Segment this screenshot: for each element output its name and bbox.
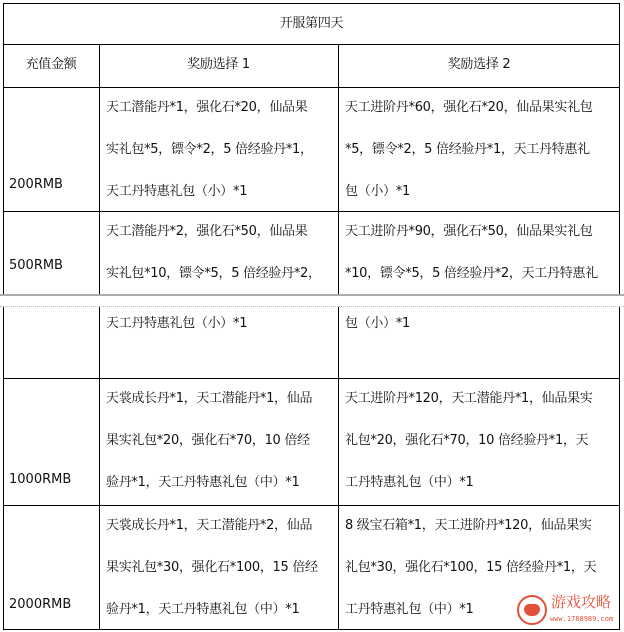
- amount-cell: 2000RMB: [9, 597, 72, 612]
- amount-cell: 1000RMB: [9, 472, 72, 487]
- reward-line: 实礼包*5，镖令*2，5 倍经验丹*1，: [106, 142, 313, 157]
- header-amount: 充值金额: [25, 57, 77, 72]
- reward-line: 天工丹特惠礼包（小）*1: [106, 316, 248, 331]
- reward-line: *5，镖令*2，5 倍经验丹*1，天工丹特惠礼: [345, 142, 590, 157]
- header-reward-1: 奖励选择 1: [187, 57, 250, 72]
- reward-line: 果实礼包*20，强化石*70，10 倍经: [106, 433, 310, 448]
- reward-line: 果实礼包*30，强化石*100，15 倍经: [106, 560, 318, 575]
- watermark: [516, 593, 618, 627]
- amount-cell: 500RMB: [9, 258, 63, 273]
- reward-line: 8 级宝石箱*1，天工进阶丹*120，仙品果实: [345, 518, 592, 533]
- reward-line: 包（小）*1: [345, 184, 410, 199]
- reward-line: 实礼包*10，镖令*5，5 倍经验丹*2，: [106, 266, 321, 281]
- reward-line: 天裳成长丹*1，天工潜能丹*1，仙品: [106, 391, 313, 406]
- reward-line: 天工进阶丹*120，天工潜能丹*1，仙品果实: [345, 391, 593, 406]
- reward-line: 验丹*1，天工丹特惠礼包（中）*1: [106, 602, 300, 617]
- reward-line: *10，镖令*5，5 倍经验丹*2，天工丹特惠礼: [345, 266, 598, 281]
- reward-line: 包（小）*1: [345, 316, 410, 331]
- amount-cell: 200RMB: [9, 177, 63, 192]
- reward-line: 验丹*1，天工丹特惠礼包（中）*1: [106, 475, 300, 490]
- reward-line: 天工进阶丹*60，强化石*20，仙品果实礼包: [345, 100, 593, 115]
- reward-line: 工丹特惠礼包（中）*1: [345, 602, 474, 617]
- table-title: 开服第四天: [279, 16, 344, 31]
- reward-line: 天裳成长丹*1，天工潜能丹*2，仙品: [106, 518, 313, 533]
- reward-line: 工丹特惠礼包（中）*1: [345, 475, 474, 490]
- table-border: [3, 3, 4, 630]
- header-reward-2: 奖励选择 2: [447, 57, 511, 72]
- page-break: [0, 294, 624, 307]
- reward-line: 天工丹特惠礼包（小）*1: [106, 184, 248, 199]
- table-border: [619, 3, 620, 630]
- gamepad-logo-icon: [517, 595, 547, 625]
- table-border: [3, 629, 620, 630]
- reward-line: 礼包*20，强化石*70，10 倍经验丹*1，天: [345, 433, 589, 448]
- watermark-text: 游戏攻略: [551, 593, 612, 611]
- reward-line: 天工进阶丹*90，强化石*50，仙品果实礼包: [345, 224, 593, 239]
- watermark-url: www.1788989.com: [550, 615, 614, 623]
- reward-line: 天工潜能丹*1，强化石*20，仙品果: [106, 100, 308, 115]
- reward-line: 天工潜能丹*2，强化石*50，仙品果: [106, 224, 308, 239]
- reward-line: 礼包*30，强化石*100，15 倍经验丹*1，天: [345, 560, 597, 575]
